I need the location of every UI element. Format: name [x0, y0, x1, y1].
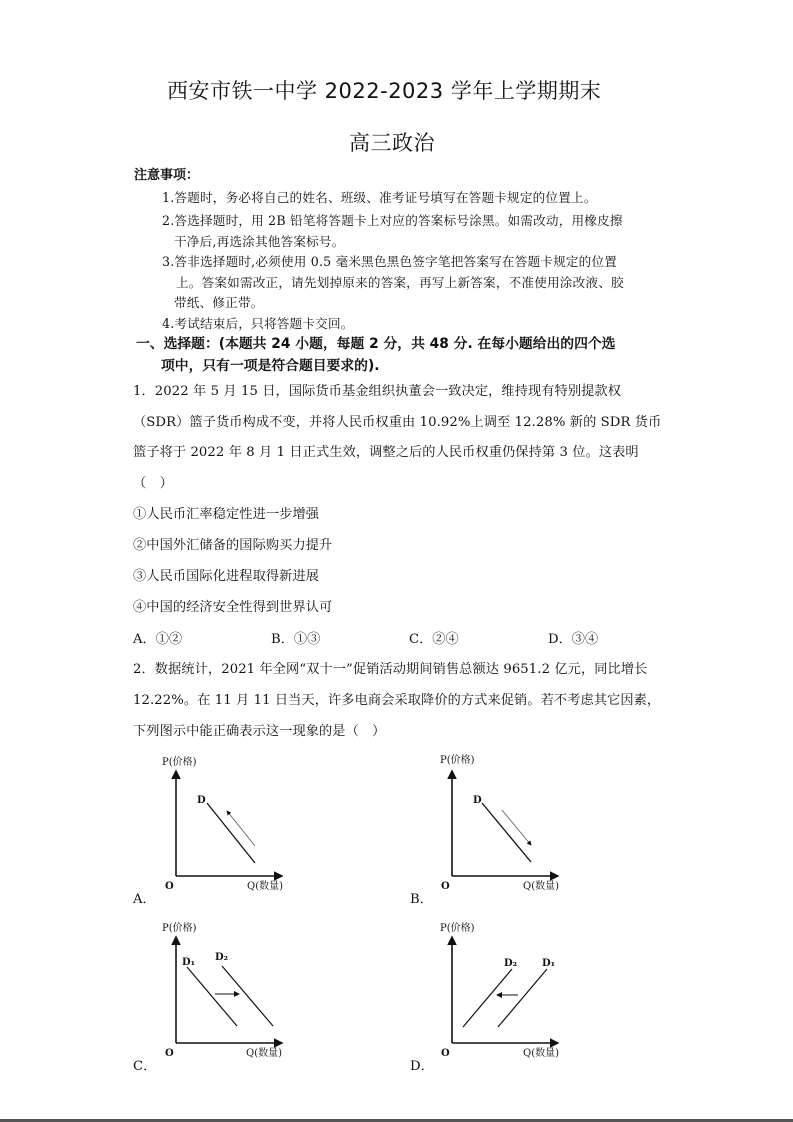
curve-label-d2: D₂: [504, 958, 518, 969]
curve-label: D: [473, 795, 482, 806]
q2-stem-line: 2．数据统计，2021 年全网“双十一”促销活动期间销售总额达 9651.2 亿元，同比增长: [133, 662, 648, 677]
demand-curve: [207, 803, 255, 863]
curve-label-d1: D₁: [542, 958, 556, 969]
note-line: 4.考试结束后，只将答题卡交回。: [162, 316, 354, 331]
q1-statement: ①人民币汇率稳定性进一步增强: [133, 507, 320, 522]
note-line: 上。答案如需改正，请先划掉原来的答案，再写上新答案，不准使用涂改液、胶: [176, 275, 624, 290]
x-axis-label: Q(数量): [523, 881, 560, 892]
section-heading: 一、选择题：(本题共 24 小题，每题 2 分，共 48 分. 在每小题给出的四个选: [136, 336, 616, 352]
y-axis-label: P(价格): [440, 755, 475, 766]
q1-statement: ④中国的经济安全性得到世界认可: [133, 600, 333, 615]
section-heading-cont: 项中，只有一项是符合题目要求的).: [161, 358, 380, 374]
note-line: 带纸、修正带。: [174, 295, 264, 310]
q2-option-a[interactable]: A．: [133, 892, 156, 907]
q1-option-d[interactable]: D．③④: [548, 632, 599, 647]
q1-stem-line: （SDR）篮子货币构成不变，并将人民币权重由 10.92%上调至 12.28% 新的 SDR 货币: [133, 415, 662, 430]
note-line: 1.答题时，务必将自己的姓名、班级、准考证号填写在答题卡规定的位置上。: [162, 190, 597, 205]
exam-subject: 高三政治: [349, 131, 435, 155]
q1-option-c[interactable]: C．②④: [409, 632, 459, 647]
origin-label: O: [165, 881, 174, 892]
q1-answer-blank: （ ）: [133, 476, 173, 491]
x-axis-label: Q(数量): [523, 1048, 560, 1059]
q1-statement: ②中国外汇储备的国际购买力提升: [133, 538, 333, 553]
y-axis-label: P(价格): [162, 923, 197, 934]
q1-option-b[interactable]: B．①③: [271, 632, 321, 647]
graph-b: [400, 745, 600, 910]
q2-option-c[interactable]: C．: [133, 1059, 157, 1074]
q1-option-a[interactable]: A．①②: [133, 632, 183, 647]
curve-label: D: [197, 795, 206, 806]
q2-option-b[interactable]: B．: [410, 892, 433, 907]
x-axis-label: Q(数量): [247, 881, 284, 892]
origin-label: O: [441, 1048, 450, 1059]
movement-arrow: [502, 810, 531, 845]
note-line: 干净后,再选涂其他答案标号。: [174, 234, 345, 249]
q2-stem-line: 下列图示中能正确表示这一现象的是（ ）: [133, 724, 386, 739]
demand-curve: [482, 803, 531, 862]
exam-title: 西安市铁一中学 2022-2023 学年上学期期末: [167, 79, 602, 103]
q1-statement: ③人民币国际化进程取得新进展: [133, 569, 320, 584]
demand-curve-d1: [187, 967, 237, 1026]
notes-heading: 注意事项：: [134, 168, 200, 183]
q2-stem-line: 12.22%。在 11 月 11 日当天，许多电商会采取降价的方式来促销。若不考虑其它因素，: [133, 693, 661, 708]
y-axis-label: P(价格): [440, 923, 475, 934]
movement-arrow: [227, 811, 255, 846]
q2-option-d[interactable]: D．: [410, 1059, 434, 1074]
origin-label: O: [441, 881, 450, 892]
curve-label-d2: D₂: [215, 952, 229, 963]
curve-label-d1: D₁: [182, 957, 196, 968]
note-line: 2.答选择题时，用 2B 铅笔将答题卡上对应的答案标号涂黑。如需改动，用橡皮擦: [162, 213, 623, 228]
y-axis-label: P(价格): [162, 757, 197, 768]
q1-stem-line: 篮子将于 2022 年 8 月 1 日正式生效，调整之后的人民币权重仍保持第 3 位。这表明: [133, 445, 639, 460]
x-axis-label: Q(数量): [246, 1048, 283, 1059]
q1-stem-line: 1．2022 年 5 月 15 日，国际货币基金组织执董会一致决定，维持现有特别提款权: [133, 384, 622, 399]
origin-label: O: [165, 1048, 174, 1059]
graph-a: [125, 745, 325, 910]
note-line: 3.答非选择题时,必须使用 0.5 毫米黑色黑色签字笔把答案写在答题卡规定的位置: [162, 254, 618, 269]
